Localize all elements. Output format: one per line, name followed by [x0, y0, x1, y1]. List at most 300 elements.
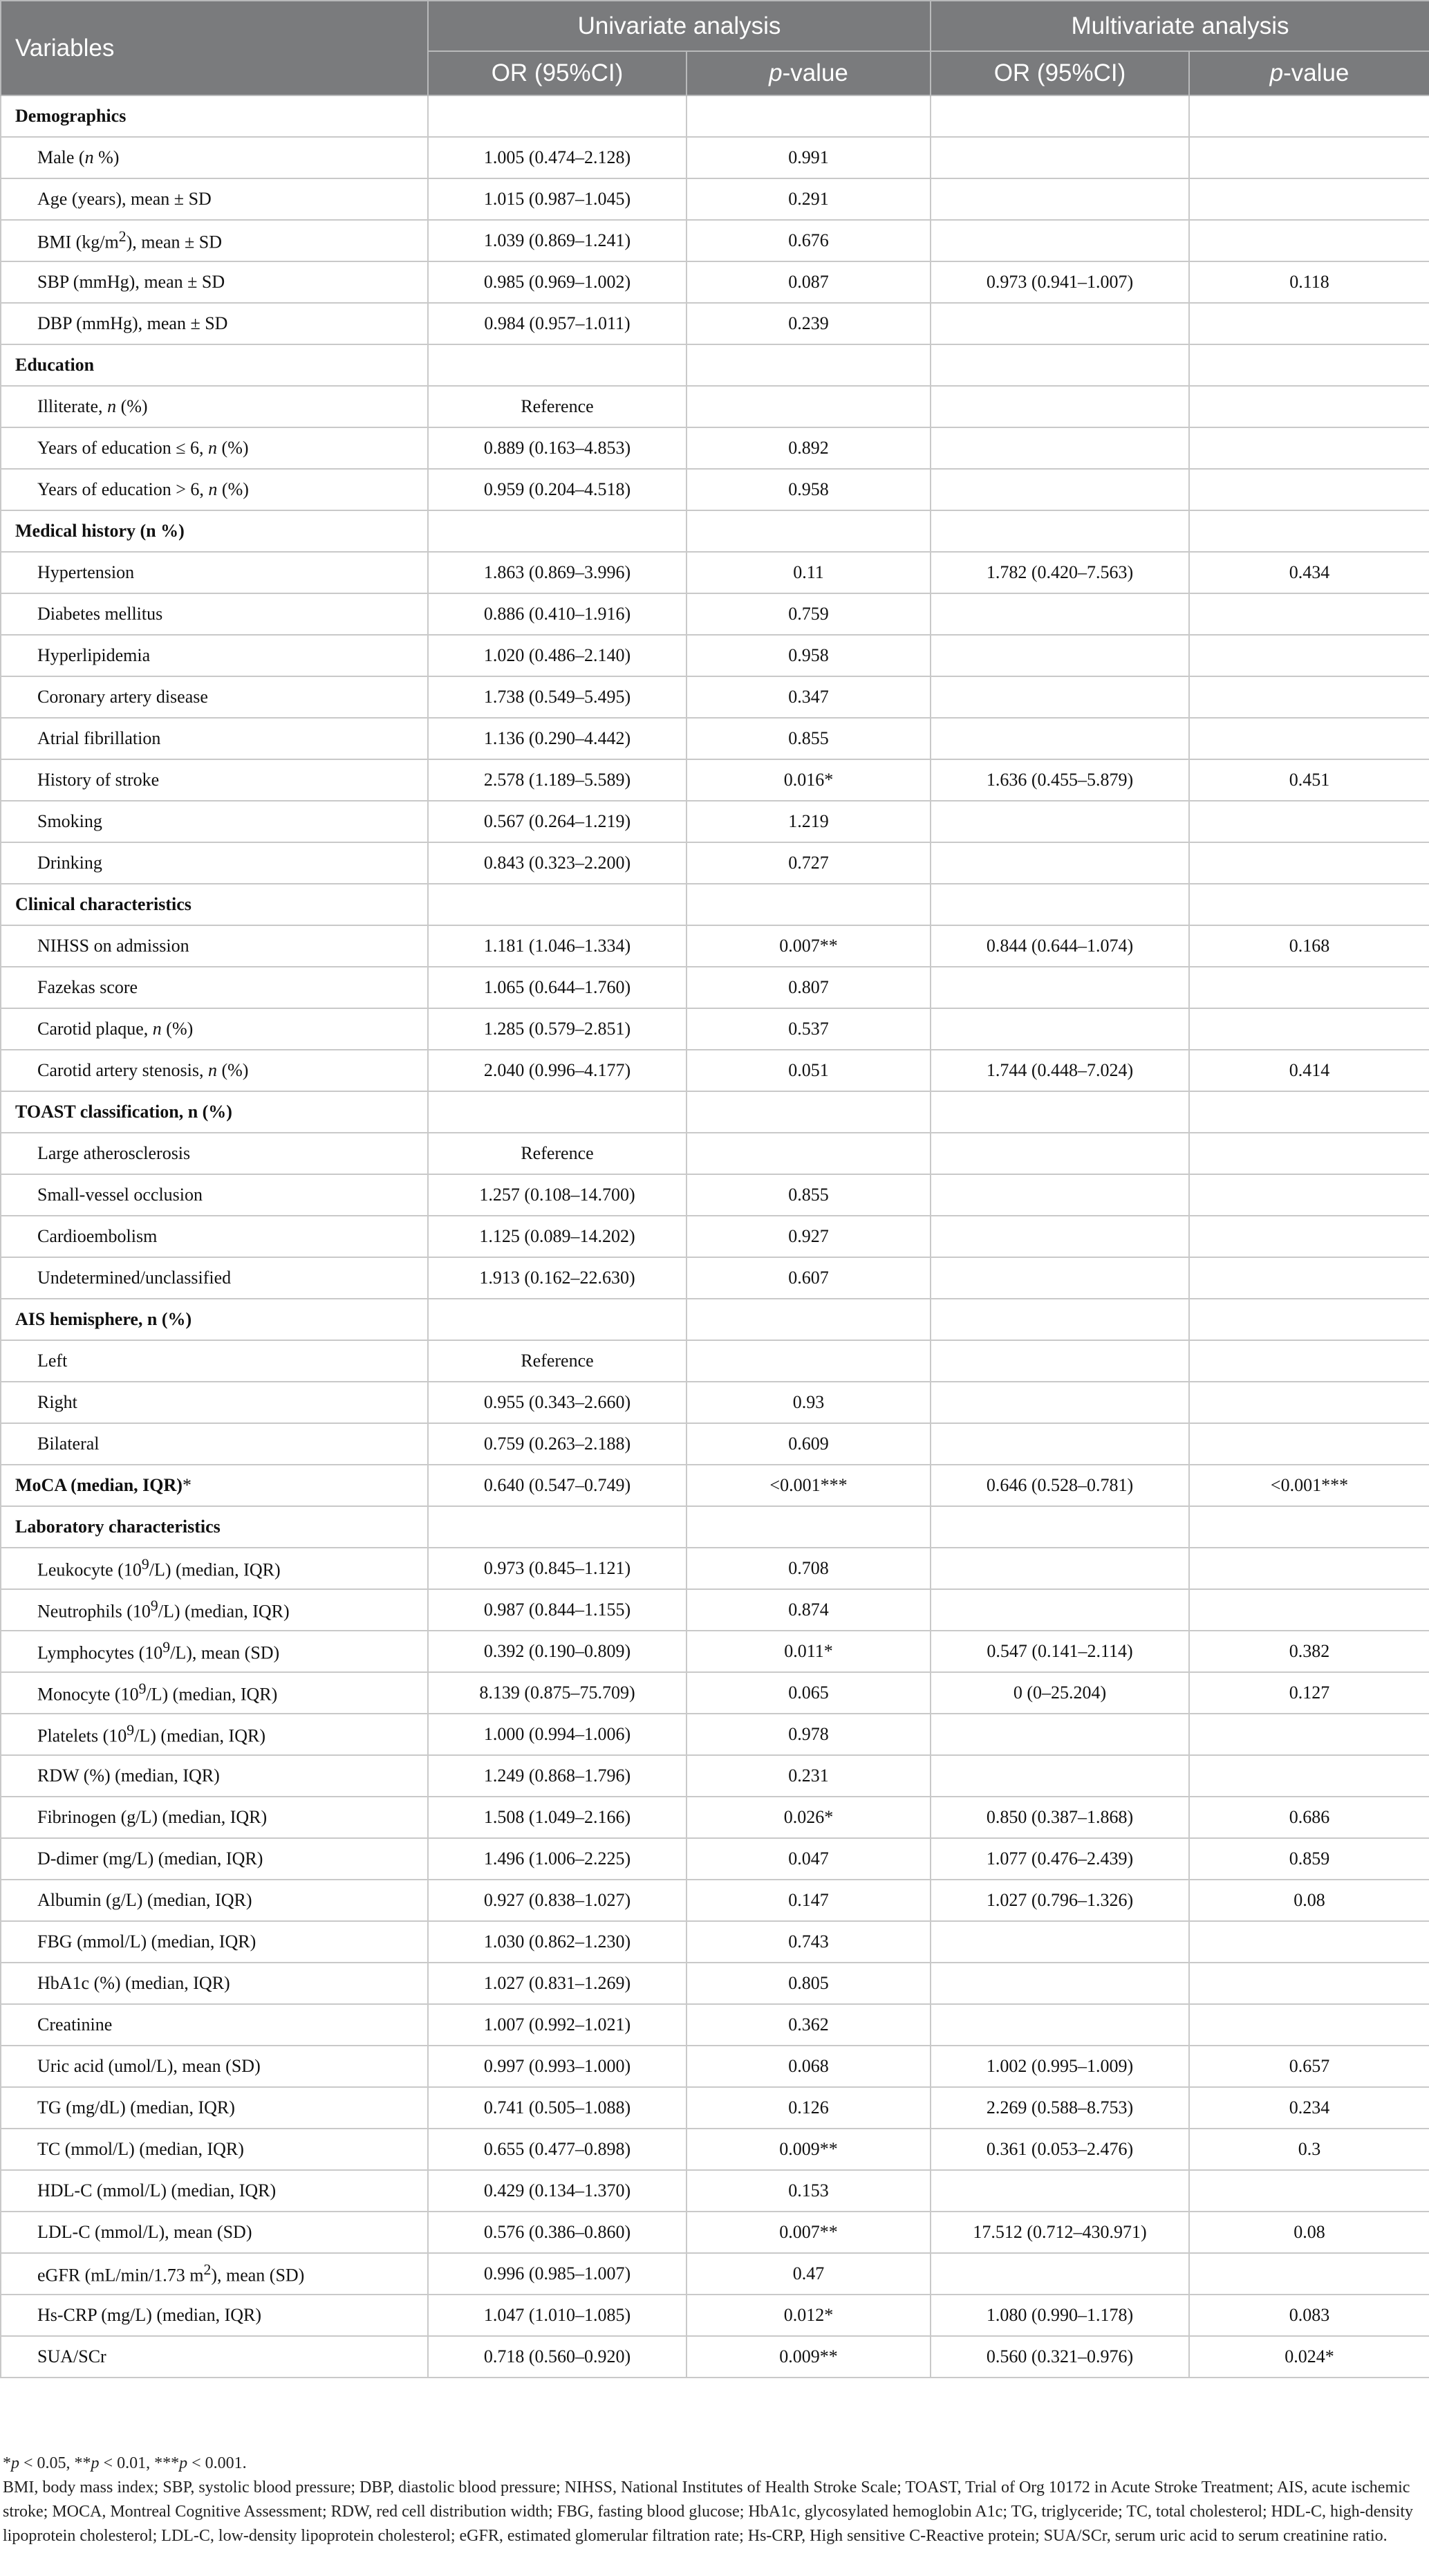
multivariate-p-cell: 0.686	[1189, 1797, 1429, 1838]
footnote-abbreviations: BMI, body mass index; SBP, systolic blood pressure; DBP, diastolic blood pressure; NIHSS, National Institutes of Health Stroke Scale; TOAST, Trial of Org 10172 in Acute Stroke Treatment; AIS, acute ischemic stroke; MOCA, Montreal Cognitive Assessment; RDW, red cell distribution width; FBG, fasting blood glucose; HbA1c, glycosylated hemoglobin A1c; TG, triglyceride; TC, total cholesterol; HDL-C, high-density lipoprotein cholesterol; LDL-C, low-density lipoprotein cholesterol; eGFR, estimated glomerular filtration rate; Hs-CRP, High sensitive C-Reactive protein; SUA/SCr, serum uric acid to serum creatinine ratio.	[3, 2478, 1413, 2545]
section-row	[1, 1465, 1429, 1506]
univariate-or-cell: 0.889 (0.163–4.853)	[428, 427, 687, 469]
table-row	[1, 1257, 1429, 1299]
multivariate-p-cell	[1189, 593, 1429, 635]
table-row	[1, 2004, 1429, 2046]
multivariate-or-cell	[931, 220, 1189, 261]
univariate-p-cell	[687, 1091, 931, 1133]
univariate-or-cell: Reference	[428, 386, 687, 427]
variable-label: Cardioembolism	[1, 1216, 428, 1257]
univariate-p-cell	[687, 1133, 931, 1174]
multivariate-p-cell: 0.657	[1189, 2046, 1429, 2087]
multivariate-p-cell	[1189, 1963, 1429, 2004]
multivariate-or-cell: 1.744 (0.448–7.024)	[931, 1050, 1189, 1091]
multivariate-or-cell	[931, 718, 1189, 759]
multivariate-or-cell	[931, 1921, 1189, 1963]
univariate-or-cell: 0.567 (0.264–1.219)	[428, 801, 687, 842]
univariate-p-cell: 0.609	[687, 1423, 931, 1465]
variable-label: Fazekas score	[1, 967, 428, 1008]
multivariate-p-cell	[1189, 137, 1429, 178]
table-row	[1, 469, 1429, 510]
variable-label: Bilateral	[1, 1423, 428, 1465]
multivariate-p-cell	[1189, 1755, 1429, 1797]
variable-label: History of stroke	[1, 759, 428, 801]
univariate-or-cell: 1.508 (1.049–2.166)	[428, 1797, 687, 1838]
univariate-p-cell: 0.759	[687, 593, 931, 635]
univariate-or-cell	[428, 510, 687, 552]
multivariate-or-cell	[931, 427, 1189, 469]
multivariate-p-cell: 0.859	[1189, 1838, 1429, 1880]
variable-label: Platelets $(10^9/L)$ (median, IQR)	[1, 1714, 428, 1755]
variable-label: Illiterate, n (%)	[1, 386, 428, 427]
univariate-or-cell: 0.927 (0.838–1.027)	[428, 1880, 687, 1921]
variable-label: Fibrinogen (g/L) (median, IQR)	[1, 1797, 428, 1838]
header-univariate: Univariate analysis	[428, 1, 931, 51]
univariate-p-cell	[687, 1340, 931, 1382]
univariate-p-cell: 0.743	[687, 1921, 931, 1963]
univariate-or-cell: 1.027 (0.831–1.269)	[428, 1963, 687, 2004]
univariate-p-cell: 0.958	[687, 469, 931, 510]
table-row	[1, 1714, 1429, 1755]
univariate-or-cell: 0.985 (0.969–1.002)	[428, 261, 687, 303]
multivariate-p-cell: 0.024*	[1189, 2336, 1429, 2378]
multivariate-p-cell	[1189, 1340, 1429, 1382]
univariate-or-cell: 8.139 (0.875–75.709)	[428, 1672, 687, 1714]
multivariate-or-cell: 0.850 (0.387–1.868)	[931, 1797, 1189, 1838]
multivariate-or-cell: 17.512 (0.712–430.971)	[931, 2212, 1189, 2253]
section-row	[1, 1506, 1429, 1548]
variable-label: Hs-CRP (mg/L) (median, IQR)	[1, 2295, 428, 2336]
table-row	[1, 1755, 1429, 1797]
multivariate-p-cell	[1189, 386, 1429, 427]
multivariate-or-cell	[931, 469, 1189, 510]
variable-label: SBP (mmHg), mean ± SD	[1, 261, 428, 303]
univariate-p-cell: 0.805	[687, 1963, 931, 2004]
univariate-or-cell	[428, 344, 687, 386]
variable-label: RDW (%) (median, IQR)	[1, 1755, 428, 1797]
univariate-p-cell: 0.231	[687, 1755, 931, 1797]
variable-label: Medical history (n %)	[1, 510, 428, 552]
table-row	[1, 925, 1429, 967]
variable-label: Male (n %)	[1, 137, 428, 178]
univariate-p-cell: 1.219	[687, 801, 931, 842]
header-variables: Variables	[1, 1, 428, 95]
multivariate-or-cell: 1.002 (0.995–1.009)	[931, 2046, 1189, 2087]
multivariate-p-cell	[1189, 469, 1429, 510]
variable-label: Neutrophils $(10^9/L)$ (median, IQR)	[1, 1589, 428, 1631]
multivariate-or-cell	[931, 2004, 1189, 2046]
multivariate-p-cell	[1189, 1133, 1429, 1174]
multivariate-or-cell: 0.646 (0.528–0.781)	[931, 1465, 1189, 1506]
univariate-p-cell: 0.855	[687, 718, 931, 759]
section-row	[1, 1299, 1429, 1340]
table-row	[1, 2212, 1429, 2253]
univariate-p-cell: 0.93	[687, 1382, 931, 1423]
univariate-or-cell	[428, 884, 687, 925]
multivariate-p-cell	[1189, 220, 1429, 261]
univariate-p-cell: 0.11	[687, 552, 931, 593]
multivariate-p-cell	[1189, 2170, 1429, 2212]
table-row	[1, 2336, 1429, 2378]
multivariate-p-cell: 0.083	[1189, 2295, 1429, 2336]
multivariate-p-cell: <0.001***	[1189, 1465, 1429, 1506]
univariate-p-cell: 0.051	[687, 1050, 931, 1091]
univariate-or-cell: 1.738 (0.549–5.495)	[428, 676, 687, 718]
multivariate-p-cell	[1189, 718, 1429, 759]
table-row	[1, 2129, 1429, 2170]
univariate-p-cell	[687, 344, 931, 386]
variable-label: Drinking	[1, 842, 428, 884]
section-row	[1, 95, 1429, 137]
univariate-or-cell: 1.249 (0.868–1.796)	[428, 1755, 687, 1797]
multivariate-p-cell	[1189, 427, 1429, 469]
univariate-p-cell	[687, 1299, 931, 1340]
univariate-p-cell: 0.676	[687, 220, 931, 261]
variable-label: Small-vessel occlusion	[1, 1174, 428, 1216]
univariate-or-cell: 0.955 (0.343–2.660)	[428, 1382, 687, 1423]
table-row	[1, 1838, 1429, 1880]
multivariate-or-cell	[931, 178, 1189, 220]
univariate-p-cell: 0.291	[687, 178, 931, 220]
multivariate-p-cell	[1189, 1714, 1429, 1755]
variable-label: Atrial fibrillation	[1, 718, 428, 759]
table-row	[1, 1880, 1429, 1921]
variable-label: Large atherosclerosis	[1, 1133, 428, 1174]
table-row	[1, 2170, 1429, 2212]
variable-label: TG (mg/dL) (median, IQR)	[1, 2087, 428, 2129]
section-row	[1, 1091, 1429, 1133]
variable-label: HbA1c (%) (median, IQR)	[1, 1963, 428, 2004]
multivariate-p-cell	[1189, 1216, 1429, 1257]
multivariate-p-cell: 0.451	[1189, 759, 1429, 801]
multivariate-p-cell	[1189, 1174, 1429, 1216]
variable-label: MoCA (median, IQR)*	[1, 1465, 428, 1506]
multivariate-or-cell	[931, 1589, 1189, 1631]
multivariate-p-cell: 0.3	[1189, 2129, 1429, 2170]
header-multi-or: OR (95%CI)	[931, 51, 1189, 95]
multivariate-or-cell	[931, 303, 1189, 344]
multivariate-or-cell	[931, 137, 1189, 178]
variable-label: Monocyte $(10^9/L)$ (median, IQR)	[1, 1672, 428, 1714]
univariate-p-cell: 0.958	[687, 635, 931, 676]
table-row	[1, 967, 1429, 1008]
multivariate-or-cell	[931, 1548, 1189, 1589]
table-row	[1, 1672, 1429, 1714]
univariate-p-cell	[687, 884, 931, 925]
multivariate-p-cell	[1189, 1423, 1429, 1465]
variable-label: FBG (mmol/L) (median, IQR)	[1, 1921, 428, 1963]
multivariate-or-cell	[931, 635, 1189, 676]
table-row	[1, 261, 1429, 303]
univariate-or-cell: 1.257 (0.108–14.700)	[428, 1174, 687, 1216]
univariate-or-cell: 0.576 (0.386–0.860)	[428, 2212, 687, 2253]
univariate-or-cell	[428, 1091, 687, 1133]
table-row	[1, 1050, 1429, 1091]
univariate-or-cell: 1.125 (0.089–14.202)	[428, 1216, 687, 1257]
variable-label: Creatinine	[1, 2004, 428, 2046]
multivariate-or-cell	[931, 801, 1189, 842]
multivariate-or-cell	[931, 95, 1189, 137]
table-row	[1, 220, 1429, 261]
univariate-p-cell: 0.009**	[687, 2129, 931, 2170]
univariate-or-cell: 1.136 (0.290–4.442)	[428, 718, 687, 759]
multivariate-or-cell: 0.361 (0.053–2.476)	[931, 2129, 1189, 2170]
variable-label: HDL-C (mmol/L) (median, IQR)	[1, 2170, 428, 2212]
multivariate-p-cell	[1189, 967, 1429, 1008]
multivariate-or-cell: 0.547 (0.141–2.114)	[931, 1631, 1189, 1672]
multivariate-or-cell	[931, 1963, 1189, 2004]
multivariate-p-cell	[1189, 1506, 1429, 1548]
variable-label: Carotid artery stenosis, n (%)	[1, 1050, 428, 1091]
univariate-or-cell: 0.655 (0.477–0.898)	[428, 2129, 687, 2170]
multivariate-or-cell	[931, 2253, 1189, 2295]
univariate-or-cell: 1.181 (1.046–1.334)	[428, 925, 687, 967]
multivariate-p-cell	[1189, 1091, 1429, 1133]
table-row	[1, 1631, 1429, 1672]
multivariate-p-cell	[1189, 1589, 1429, 1631]
univariate-p-cell	[687, 510, 931, 552]
table-row	[1, 1423, 1429, 1465]
table-row	[1, 303, 1429, 344]
multivariate-or-cell: 2.269 (0.588–8.753)	[931, 2087, 1189, 2129]
multivariate-or-cell: 0 (0–25.204)	[931, 1672, 1189, 1714]
multivariate-p-cell: 0.168	[1189, 925, 1429, 967]
multivariate-or-cell	[931, 510, 1189, 552]
multivariate-or-cell	[931, 2170, 1189, 2212]
univariate-p-cell: 0.011*	[687, 1631, 931, 1672]
table-row	[1, 801, 1429, 842]
univariate-p-cell: 0.855	[687, 1174, 931, 1216]
multivariate-or-cell	[931, 1755, 1189, 1797]
variable-label: Diabetes mellitus	[1, 593, 428, 635]
univariate-p-cell	[687, 1506, 931, 1548]
header-multi-p: p-value	[1189, 51, 1429, 95]
multivariate-p-cell	[1189, 2004, 1429, 2046]
table-row	[1, 842, 1429, 884]
multivariate-p-cell: 0.08	[1189, 1880, 1429, 1921]
multivariate-p-cell	[1189, 1548, 1429, 1589]
multivariate-or-cell	[931, 1091, 1189, 1133]
univariate-or-cell: 0.984 (0.957–1.011)	[428, 303, 687, 344]
univariate-p-cell: 0.807	[687, 967, 931, 1008]
univariate-or-cell: 1.015 (0.987–1.045)	[428, 178, 687, 220]
univariate-or-cell: 1.007 (0.992–1.021)	[428, 2004, 687, 2046]
variable-label: AIS hemisphere, n (%)	[1, 1299, 428, 1340]
univariate-p-cell: <0.001***	[687, 1465, 931, 1506]
univariate-or-cell: 0.987 (0.844–1.155)	[428, 1589, 687, 1631]
univariate-p-cell: 0.065	[687, 1672, 931, 1714]
table-row	[1, 635, 1429, 676]
table-footnotes	[0, 2452, 1429, 2548]
table-row	[1, 1589, 1429, 1631]
univariate-p-cell: 0.607	[687, 1257, 931, 1299]
multivariate-or-cell	[931, 593, 1189, 635]
table-row	[1, 1797, 1429, 1838]
table-body	[1, 95, 1429, 2378]
multivariate-or-cell: 0.560 (0.321–0.976)	[931, 2336, 1189, 2378]
multivariate-p-cell: 0.118	[1189, 261, 1429, 303]
univariate-p-cell	[687, 95, 931, 137]
multivariate-or-cell	[931, 1506, 1189, 1548]
univariate-p-cell: 0.009**	[687, 2336, 931, 2378]
variable-label: DBP (mmHg), mean ± SD	[1, 303, 428, 344]
univariate-or-cell: Reference	[428, 1133, 687, 1174]
variable-label: NIHSS on admission	[1, 925, 428, 967]
multivariate-p-cell	[1189, 1257, 1429, 1299]
table-row	[1, 593, 1429, 635]
table-row	[1, 1133, 1429, 1174]
multivariate-or-cell: 0.844 (0.644–1.074)	[931, 925, 1189, 967]
univariate-or-cell: 1.039 (0.869–1.241)	[428, 220, 687, 261]
table-row	[1, 2087, 1429, 2129]
univariate-or-cell: Reference	[428, 1340, 687, 1382]
univariate-p-cell: 0.362	[687, 2004, 931, 2046]
header-uni-p: p-value	[687, 51, 931, 95]
table-row	[1, 1382, 1429, 1423]
univariate-p-cell: 0.347	[687, 676, 931, 718]
variable-label: TOAST classification, n (%)	[1, 1091, 428, 1133]
variable-label: Demographics	[1, 95, 428, 137]
variable-label: Lymphocytes $(10^9/L)$, mean (SD)	[1, 1631, 428, 1672]
multivariate-or-cell	[931, 344, 1189, 386]
univariate-or-cell: 0.429 (0.134–1.370)	[428, 2170, 687, 2212]
univariate-or-cell: 1.000 (0.994–1.006)	[428, 1714, 687, 1755]
univariate-p-cell: 0.007**	[687, 2212, 931, 2253]
variable-label: Hypertension	[1, 552, 428, 593]
variable-label: Years of education ≤ 6, n (%)	[1, 427, 428, 469]
univariate-p-cell: 0.068	[687, 2046, 931, 2087]
variable-label: Hyperlipidemia	[1, 635, 428, 676]
variable-label: Carotid plaque, n (%)	[1, 1008, 428, 1050]
multivariate-p-cell	[1189, 510, 1429, 552]
multivariate-or-cell: 1.080 (0.990–1.178)	[931, 2295, 1189, 2336]
multivariate-or-cell	[931, 1714, 1189, 1755]
multivariate-p-cell	[1189, 178, 1429, 220]
section-row	[1, 884, 1429, 925]
multivariate-or-cell: 1.027 (0.796–1.326)	[931, 1880, 1189, 1921]
variable-label: Undetermined/unclassified	[1, 1257, 428, 1299]
univariate-p-cell: 0.537	[687, 1008, 931, 1050]
variable-label: Leukocyte $(10^9/L)$ (median, IQR)	[1, 1548, 428, 1589]
table-row	[1, 1548, 1429, 1589]
multivariate-or-cell	[931, 1382, 1189, 1423]
variable-label: TC (mmol/L) (median, IQR)	[1, 2129, 428, 2170]
multivariate-p-cell	[1189, 1921, 1429, 1963]
multivariate-or-cell	[931, 1257, 1189, 1299]
univariate-or-cell	[428, 95, 687, 137]
section-row	[1, 344, 1429, 386]
univariate-p-cell: 0.016*	[687, 759, 931, 801]
variable-label: eGFR (mL/min/1.73 $m^2$), mean (SD)	[1, 2253, 428, 2295]
variable-label: Laboratory characteristics	[1, 1506, 428, 1548]
variable-label: Coronary artery disease	[1, 676, 428, 718]
multivariate-p-cell: 0.382	[1189, 1631, 1429, 1672]
multivariate-or-cell: 1.636 (0.455–5.879)	[931, 759, 1189, 801]
univariate-p-cell: 0.147	[687, 1880, 931, 1921]
multivariate-p-cell	[1189, 1382, 1429, 1423]
multivariate-or-cell	[931, 676, 1189, 718]
univariate-or-cell: 0.886 (0.410–1.916)	[428, 593, 687, 635]
multivariate-or-cell	[931, 386, 1189, 427]
univariate-or-cell: 0.718 (0.560–0.920)	[428, 2336, 687, 2378]
multivariate-or-cell	[931, 1133, 1189, 1174]
multivariate-p-cell	[1189, 884, 1429, 925]
univariate-or-cell: 1.913 (0.162–22.630)	[428, 1257, 687, 1299]
univariate-or-cell: 2.578 (1.189–5.589)	[428, 759, 687, 801]
univariate-p-cell: 0.087	[687, 261, 931, 303]
univariate-p-cell: 0.978	[687, 1714, 931, 1755]
table-row	[1, 1174, 1429, 1216]
univariate-or-cell: 0.997 (0.993–1.000)	[428, 2046, 687, 2087]
univariate-or-cell: 2.040 (0.996–4.177)	[428, 1050, 687, 1091]
table-row	[1, 137, 1429, 178]
multivariate-or-cell	[931, 1423, 1189, 1465]
variable-label: Clinical characteristics	[1, 884, 428, 925]
multivariate-p-cell: 0.414	[1189, 1050, 1429, 1091]
multivariate-or-cell	[931, 884, 1189, 925]
multivariate-or-cell: 1.782 (0.420–7.563)	[931, 552, 1189, 593]
univariate-or-cell: 0.996 (0.985–1.007)	[428, 2253, 687, 2295]
multivariate-p-cell	[1189, 635, 1429, 676]
univariate-p-cell: 0.874	[687, 1589, 931, 1631]
univariate-p-cell: 0.026*	[687, 1797, 931, 1838]
variable-label: Right	[1, 1382, 428, 1423]
section-row	[1, 510, 1429, 552]
univariate-or-cell	[428, 1506, 687, 1548]
univariate-or-cell: 1.020 (0.486–2.140)	[428, 635, 687, 676]
univariate-or-cell: 0.843 (0.323–2.200)	[428, 842, 687, 884]
table-row	[1, 178, 1429, 220]
variable-label: Albumin (g/L) (median, IQR)	[1, 1880, 428, 1921]
univariate-or-cell: 0.959 (0.204–4.518)	[428, 469, 687, 510]
variable-label: Years of education > 6, n (%)	[1, 469, 428, 510]
table-row	[1, 1008, 1429, 1050]
univariate-p-cell: 0.239	[687, 303, 931, 344]
univariate-p-cell: 0.892	[687, 427, 931, 469]
table-row	[1, 2295, 1429, 2336]
multivariate-or-cell: 0.973 (0.941–1.007)	[931, 261, 1189, 303]
variable-label: LDL-C (mmol/L), mean (SD)	[1, 2212, 428, 2253]
table-row	[1, 552, 1429, 593]
variable-label: Uric acid (umol/L), mean (SD)	[1, 2046, 428, 2087]
univariate-p-cell: 0.727	[687, 842, 931, 884]
univariate-p-cell: 0.927	[687, 1216, 931, 1257]
multivariate-or-cell: 1.077 (0.476–2.439)	[931, 1838, 1189, 1880]
header-uni-or: OR (95%CI)	[428, 51, 687, 95]
univariate-p-cell: 0.991	[687, 137, 931, 178]
univariate-or-cell: 1.005 (0.474–2.128)	[428, 137, 687, 178]
variable-label: Age (years), mean ± SD	[1, 178, 428, 220]
multivariate-p-cell	[1189, 344, 1429, 386]
multivariate-p-cell: 0.08	[1189, 2212, 1429, 2253]
multivariate-p-cell	[1189, 1299, 1429, 1340]
table-row	[1, 2046, 1429, 2087]
table-row	[1, 427, 1429, 469]
multivariate-p-cell	[1189, 2253, 1429, 2295]
univariate-or-cell: 1.065 (0.644–1.760)	[428, 967, 687, 1008]
univariate-p-cell: 0.708	[687, 1548, 931, 1589]
table-row	[1, 1963, 1429, 2004]
table-row	[1, 2253, 1429, 2295]
univariate-p-cell: 0.012*	[687, 2295, 931, 2336]
header-multivariate: Multivariate analysis	[931, 1, 1429, 51]
univariate-or-cell: 1.863 (0.869–3.996)	[428, 552, 687, 593]
multivariate-p-cell	[1189, 842, 1429, 884]
univariate-or-cell	[428, 1299, 687, 1340]
table-row	[1, 386, 1429, 427]
variable-label: Left	[1, 1340, 428, 1382]
univariate-p-cell: 0.47	[687, 2253, 931, 2295]
